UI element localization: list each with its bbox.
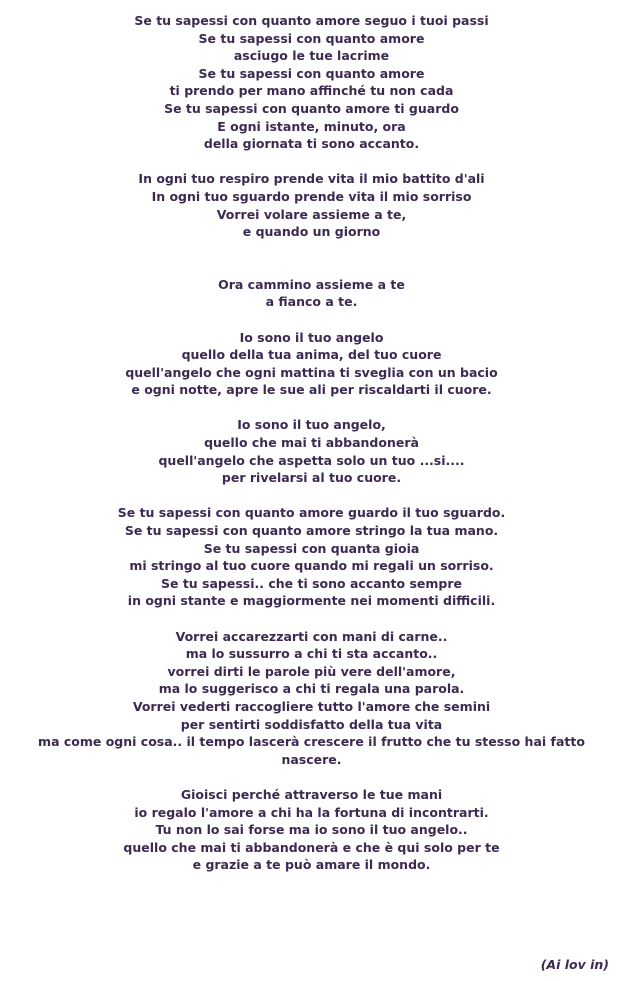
poem-line: in ogni stante e maggiormente nei momenti difficili. [127,593,496,609]
poem-line: quello che mai ti abbandonerà [204,435,419,451]
poem-line: quell'angelo che aspetta solo un tuo ...si.... [158,452,465,468]
poem-line: Io sono il tuo angelo, [237,417,386,433]
stanza-6 [0,504,623,610]
stanza-4 [0,329,623,399]
poem-line: quello che mai ti abbandonerà e che è qui solo per te [123,839,500,855]
poem-line: Ora cammino assieme a te [218,276,405,292]
poem-line: Vorrei volare assieme a te, [216,206,407,222]
poem-line: Se tu sapessi.. che ti sono accanto sempre [160,575,463,591]
poem-line: Se tu sapessi con quanto amore stringo la tua mano. [124,523,499,539]
stanza-7 [0,628,623,769]
stanza-1 [0,12,623,153]
poem-line: e ogni notte, apre le sue ali per riscaldarti il cuore. [131,382,492,398]
stanza-3 [0,276,623,311]
poem-line: Io sono il tuo angelo [239,329,384,345]
poem-line: ma lo suggerisco a chi ti regala una parola. [158,681,465,697]
poem-line: In ogni tuo sguardo prende vita il mio sorriso [151,188,472,204]
poem-line: ma lo sussurro a chi ti sta accanto.. [185,646,438,662]
poem-line: mi stringo al tuo cuore quando mi regali un sorriso. [129,558,494,574]
poem-line: Se tu sapessi con quanto amore seguo i tuoi passi [134,13,489,28]
poem-line: per sentirti soddisfatto della tua vita [180,716,443,732]
poem-line: asciugo le tue lacrime [233,48,390,64]
poem-line: In ogni tuo respiro prende vita il mio battito d'ali [138,171,485,187]
poem-line: vorrei dirti le parole più vere dell'amore, [167,663,456,679]
stanza-5 [0,416,623,486]
poem-line: per rivelarsi al tuo cuore. [221,470,402,486]
stanza-8 [0,786,623,874]
poem-line: Tu non lo sai forse ma io sono il tuo angelo.. [155,822,468,838]
poem-line: Se tu sapessi con quanta gioia [203,540,420,556]
poem-line: Se tu sapessi con quanto amore [198,65,425,81]
poem-line: quello della tua anima, del tuo cuore [181,347,442,363]
signature: (Ai lov in) [540,957,609,972]
poem-line: della giornata ti sono accanto. [203,136,420,152]
poem-line: Se tu sapessi con quanto amore guardo il tuo sguardo. [117,505,506,521]
poem-line: Vorrei accarezzarti con mani di carne.. [175,628,448,644]
poem-line: io regalo l'amore a chi ha la fortuna di incontrarti. [134,804,489,820]
stanza-2 [0,170,623,240]
poem-line: Vorrei vederti raccogliere tutto l'amore che semini [132,698,491,714]
poem-text [0,12,623,892]
poem-line: E ogni istante, minuto, ora [217,118,406,134]
poem-line: Se tu sapessi con quanto amore [198,30,425,46]
poem-line: Se tu sapessi con quanto amore ti guardo [164,100,459,116]
poem-line: e quando un giorno [242,224,381,240]
poem-line: e grazie a te può amare il mondo. [192,857,431,873]
poem-line: Gioisci perché attraverso le tue mani [180,786,443,802]
poem-line: quell'angelo che ogni mattina ti sveglia con un bacio [125,364,498,380]
poem-line: ti prendo per mano affinché tu non cada [169,83,454,99]
poem-line: a fianco a te. [265,294,358,310]
poem-line: ma come ogni cosa.. il tempo lascerà crescere il frutto che tu stesso hai fatto nascere. [38,734,585,767]
